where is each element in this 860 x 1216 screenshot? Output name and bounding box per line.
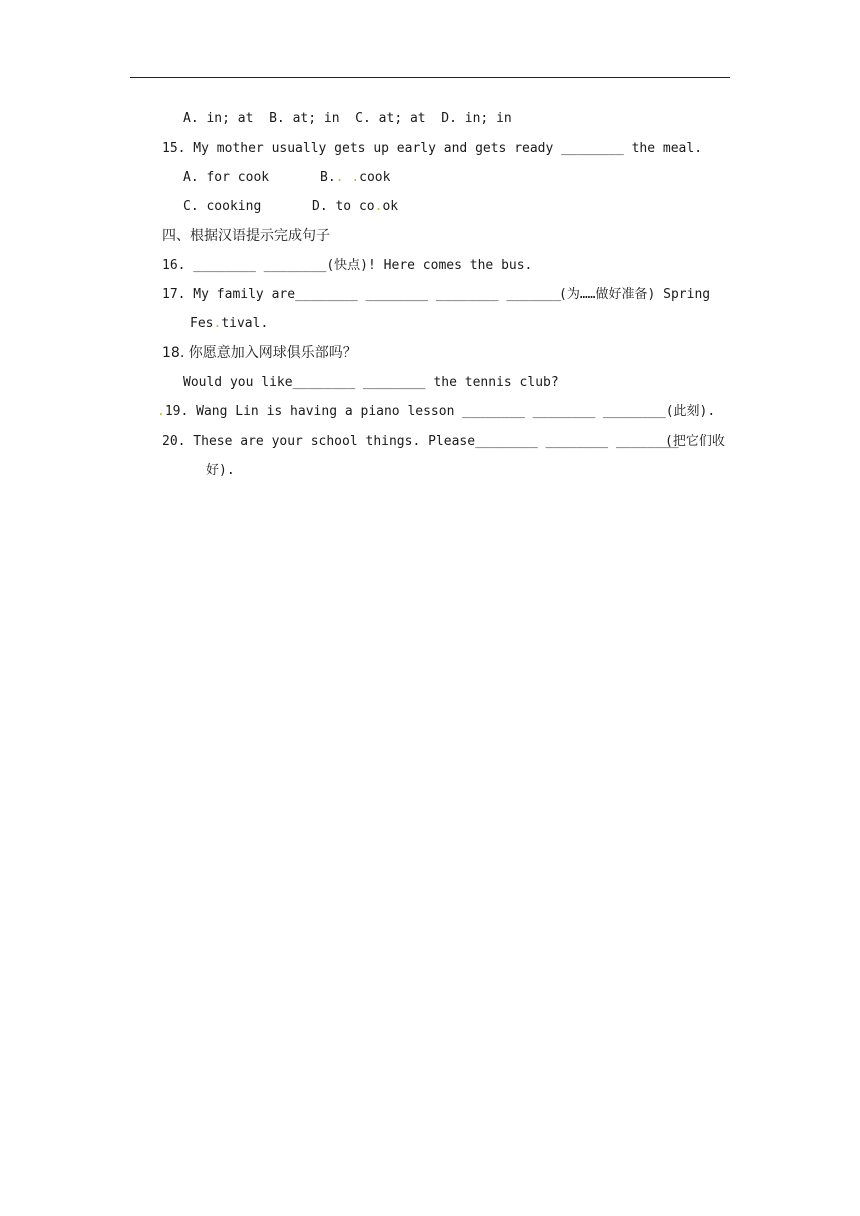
q15-option-b <box>320 170 390 186</box>
q17-line-2-post: tival. <box>221 316 269 331</box>
q17-line-2 <box>190 316 268 332</box>
q15-option-b-text: cook <box>359 170 391 185</box>
q15-option-d <box>312 199 398 215</box>
q17-line-1-left: 17. My family are________ ________ ________ _______ <box>162 287 562 302</box>
q17-line-1-right: (为……做好准备) Spring <box>559 287 711 302</box>
stray-dot: . <box>351 170 360 185</box>
q15-option-b-prefix: B. <box>320 170 336 185</box>
q19-text: 19. Wang Lin is having a piano lesson ________ ________ ________(此刻). <box>164 404 716 419</box>
q15-option-c: C. cooking <box>183 199 262 214</box>
q16: 16. ________ ________(快点)! Here comes the bus. <box>162 258 533 273</box>
q14-options: A. in; at B. at; in C. at; at D. in; in <box>183 111 512 126</box>
q18-line-2: Would you like________ ________ the tennis club? <box>183 375 559 390</box>
stray-dot: . <box>213 316 222 331</box>
q15-stem: 15. My mother usually gets up early and gets ready ________ the meal. <box>162 141 703 156</box>
section-4-title: 四、根据汉语提示完成句子 <box>162 228 330 244</box>
q20-line-2: 好). <box>206 463 235 478</box>
stray-dot: . <box>335 170 344 185</box>
stray-dot: . <box>157 404 165 419</box>
q19 <box>157 404 715 420</box>
q18-line-1: 18. 你愿意加入网球俱乐部吗？ <box>162 345 357 361</box>
q17-line-2-pre: Fes <box>190 316 214 331</box>
q20-line-1-left: 20. These are your school things. Please________ ________ ________ <box>162 434 679 449</box>
q15-option-d-pre: D. to co <box>312 199 375 214</box>
q15-option-a: A. for cook <box>183 170 270 185</box>
q15-option-d-post: ok <box>382 199 399 214</box>
header-rule <box>130 77 730 78</box>
stray-dot: . <box>374 199 383 214</box>
q20-line-1-right: (把它们收 <box>665 434 725 449</box>
